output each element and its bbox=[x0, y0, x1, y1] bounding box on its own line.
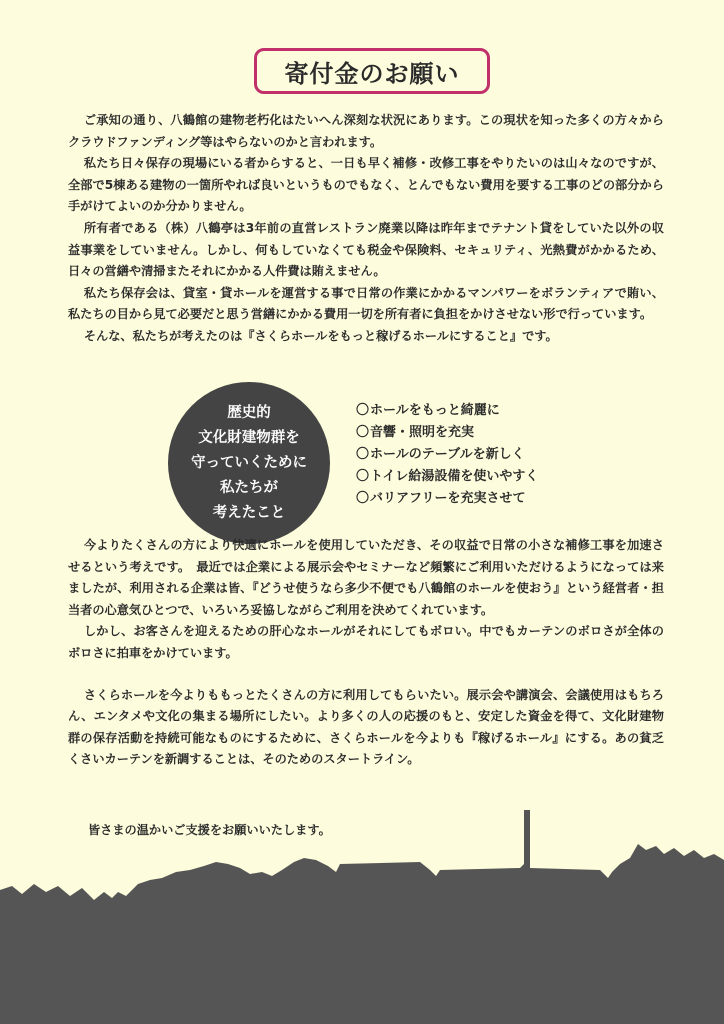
paragraph: しかし、お客さんを迎えるための肝心なホールがそれにしてもボロい。中でもカーテンのボロさが全体のボロさに拍車をかけています。 bbox=[68, 624, 664, 660]
plan-text bbox=[68, 535, 664, 771]
closing-text: 皆さまの温かいご支援をお願いいたします。 bbox=[88, 823, 331, 837]
title-box bbox=[254, 48, 490, 94]
building-silhouette bbox=[0, 800, 724, 1024]
goal-list bbox=[356, 400, 538, 510]
paragraph: そんな、私たちが考えたのは『さくらホールをもっと稼げるホールにすること』です。 bbox=[83, 328, 558, 343]
circle-mark-icon: 〇 bbox=[356, 469, 370, 484]
circle-mark-icon: 〇 bbox=[356, 491, 370, 506]
circle-line: 歴史的 bbox=[227, 404, 271, 421]
goal-text: 音響・照明を充実 bbox=[370, 425, 475, 440]
paragraph: 今よりたくさんの方により快適にホールを使用していただき、その収益で日常の小さな補修工事を加速させるという考えです。 最近では企業による展示会やセミナーなど頻繁にご利用いただけるようになっては来ましたが、利用される企業は皆、『どうせ使うなら多少不便でも八鶴館のホールを使おう』という経営者・担当者の心意気ひとつで、いろいろ妥協しながらご利用を決めてくれています。 bbox=[68, 538, 664, 617]
spacer bbox=[68, 665, 664, 685]
goal-item bbox=[356, 444, 538, 466]
paragraph: 私たち保存会は、貸室・貸ホールを運営する事で日常の作業にかかるマンパワーをボランティアで賄い、私たちの目から見て必要だと思う営繕にかかる費用一切を所有者に負担をかけさせない形で行っています。 bbox=[68, 285, 664, 322]
silhouette-shape bbox=[0, 810, 724, 1024]
goal-item bbox=[356, 422, 538, 444]
idea-circle bbox=[168, 382, 330, 544]
paragraph: 私たち日々保存の現場にいる者からすると、一日も早く補修・改修工事をやりたいのは山々なのですが、全部で5棟ある建物の一箇所やれば良いというものでもなく、とんでもない費用を要する工事のどの部分から手がけてよいのか分かりません。 bbox=[68, 156, 664, 214]
circle-line: 私たちが bbox=[220, 479, 278, 496]
paragraph: さくらホールを今よりももっとたくさんの方に利用してもらいたい。展示会や講演会、会議使用はもちろん、エンタメや文化の集まる場所にしたい。より多くの人の応援のもと、安定した資金を得て、文化財建物群の保存活動を持続可能なものにするために、さくらホールを今よりも『稼げるホール』にする。あの貧乏くさいカーテンを新調することは、そのためのスタートライン。 bbox=[68, 687, 664, 767]
goal-text: ホールをもっと綺麗に bbox=[370, 403, 500, 418]
goal-text: ホールのテーブルを新しく bbox=[370, 447, 525, 462]
page-title: 寄付金のお願い bbox=[284, 59, 460, 88]
paragraph: ご承知の通り、八鶴館の建物老朽化はたいへん深刻な状況にあります。この現状を知った多くの方々からクラウドファンディング等はやらないのかと言われます。 bbox=[68, 113, 664, 149]
circle-line: 考えたこと bbox=[212, 504, 286, 521]
goal-text: バリアフリーを充実させて bbox=[370, 491, 526, 506]
goal-item bbox=[356, 400, 538, 422]
goal-item bbox=[356, 466, 538, 488]
circle-line: 守っていくために bbox=[191, 454, 307, 471]
circle-mark-icon: 〇 bbox=[356, 403, 370, 418]
goal-text: トイレ給湯設備を使いやすく bbox=[370, 469, 539, 484]
circle-line: 文化財建物群を bbox=[198, 429, 300, 446]
goal-item bbox=[356, 488, 538, 510]
paragraph: 所有者である（株）八鶴亭は3年前の直営レストラン廃業以降は昨年までテナント貸をしていた以外の収益事業をしていません。しかし、何もしていなくても税金や保険料、セキュリティ、光熱費がかかるため、日々の営繕や清掃またそれにかかる人件費は賄えません。 bbox=[68, 220, 664, 279]
circle-mark-icon: 〇 bbox=[356, 425, 370, 440]
intro-text bbox=[68, 110, 664, 348]
circle-mark-icon: 〇 bbox=[356, 447, 370, 462]
